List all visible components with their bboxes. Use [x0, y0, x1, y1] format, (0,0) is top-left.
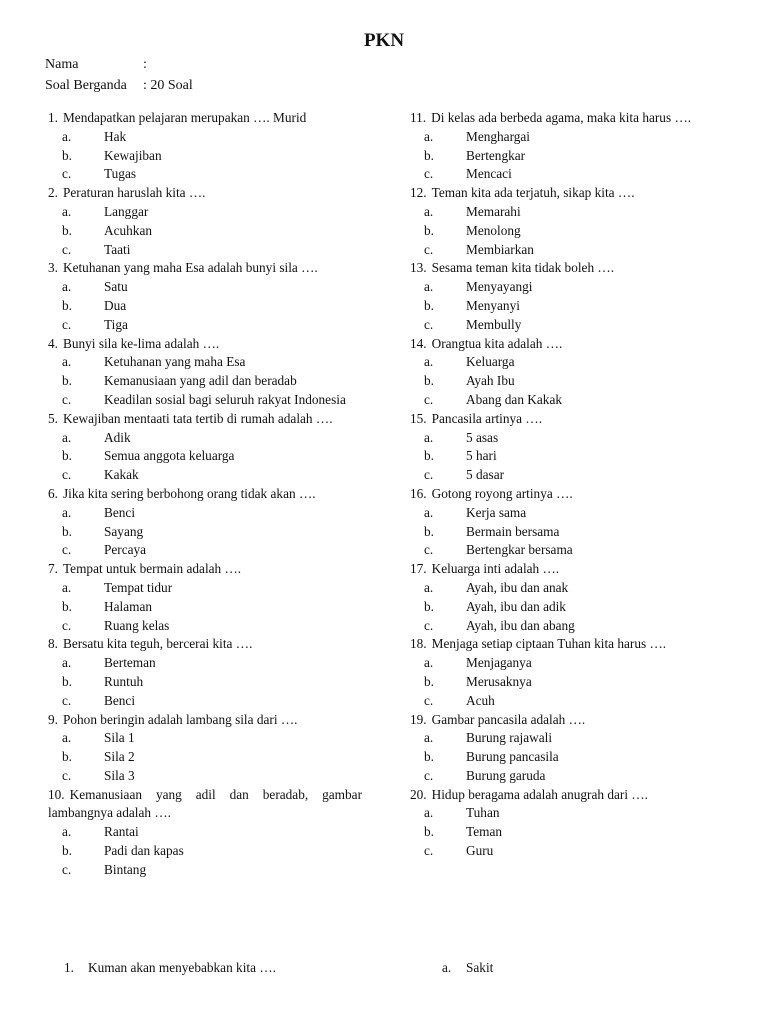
- option-letter: c.: [424, 843, 434, 859]
- question-row: [410, 711, 730, 730]
- option-letter: c.: [424, 542, 434, 558]
- option-letter: b.: [62, 749, 72, 765]
- option-text: Padi dan kapas: [104, 843, 184, 859]
- option-text: Satu: [104, 279, 128, 295]
- option-text: Menyayangi: [466, 279, 533, 295]
- question-number: 18.: [410, 636, 427, 652]
- question-number: 3.: [48, 260, 58, 276]
- option-letter: a.: [62, 579, 72, 595]
- question-text: Jika kita sering berbohong orang tidak akan ….: [62, 485, 316, 501]
- option-row: [410, 147, 730, 166]
- question-text-continued: lambangnya adalah ….: [48, 805, 171, 821]
- type-row: [45, 78, 193, 94]
- question-block: [48, 259, 362, 334]
- option-text: Tuhan: [466, 805, 500, 821]
- option-text: Burung pancasila: [466, 749, 559, 765]
- option-row: [48, 203, 362, 222]
- option-row: [48, 729, 362, 748]
- option-text: Runtuh: [104, 673, 144, 689]
- option-text: Taati: [104, 241, 131, 257]
- option-letter: c.: [424, 692, 434, 708]
- option-text: Guru: [466, 843, 494, 859]
- question-number: 20.: [410, 786, 427, 802]
- question-text: Menjaga setiap ciptaan Tuhan kita harus ….: [431, 636, 667, 652]
- question-block: [48, 711, 362, 786]
- option-letter: c.: [424, 241, 434, 257]
- question-block: [410, 259, 730, 334]
- question-number: 2.: [48, 185, 58, 201]
- option-text: Mencaci: [466, 166, 512, 182]
- type-label: Soal Berganda: [45, 78, 127, 93]
- option-letter: b.: [424, 824, 434, 840]
- question-number: 16.: [410, 485, 427, 501]
- option-text: Membiarkan: [466, 241, 534, 257]
- option-text: Abang dan Kakak: [466, 391, 562, 407]
- question-block: [410, 184, 730, 259]
- option-row: [410, 165, 730, 184]
- question-number: 11.: [410, 110, 427, 125]
- option-letter: c.: [424, 767, 434, 783]
- option-text: Bintang: [104, 861, 147, 877]
- option-row: [48, 523, 362, 542]
- question-block: [410, 635, 730, 710]
- question-block: [48, 485, 362, 560]
- option-letter: a.: [424, 579, 434, 595]
- option-text: Kewajiban: [104, 147, 162, 163]
- question-number: 10.: [48, 786, 65, 802]
- question-text: Pohon beringin adalah lambang sila dari ….: [62, 711, 298, 727]
- question-row: [48, 711, 362, 730]
- option-row: [48, 241, 362, 260]
- option-letter: a.: [424, 203, 434, 219]
- option-letter: c.: [424, 166, 434, 182]
- question-number: 7.: [48, 561, 58, 577]
- option-letter: c.: [424, 617, 434, 633]
- option-text: Semua anggota keluarga: [104, 448, 235, 464]
- question-number: 4.: [48, 335, 58, 351]
- option-text: Benci: [104, 504, 136, 520]
- option-letter: a.: [424, 354, 434, 370]
- question-text: Kemanusiaan yang adil dan beradab, gambar: [69, 786, 362, 802]
- name-label: Nama: [45, 57, 79, 72]
- option-letter: b.: [62, 843, 72, 859]
- option-row: [410, 297, 730, 316]
- option-row: [410, 391, 730, 410]
- option-letter: c.: [62, 542, 72, 558]
- option-row: [48, 372, 362, 391]
- question-text: Gambar pancasila adalah ….: [431, 711, 586, 727]
- option-text: Kerja sama: [466, 504, 527, 520]
- option-row: [410, 767, 730, 786]
- question-row: [48, 560, 362, 579]
- option-row: [410, 128, 730, 147]
- question-text: Kuman akan menyebabkan kita ….: [88, 960, 276, 975]
- option-text: Rantai: [104, 824, 139, 840]
- bottom-question: [64, 960, 276, 976]
- question-block: [410, 335, 730, 410]
- option-row: [410, 654, 730, 673]
- question-number: 1.: [48, 110, 58, 125]
- option-row: [410, 429, 730, 448]
- question-block: [410, 485, 730, 560]
- question-text: Kewajiban mentaati tata tertib di rumah adalah ….: [62, 410, 333, 426]
- option-text: Memarahi: [466, 203, 521, 219]
- option-row: [48, 767, 362, 786]
- option-row: [410, 541, 730, 560]
- option-text: Ayah, ibu dan anak: [466, 579, 569, 595]
- option-letter: a.: [424, 655, 434, 671]
- option-row: [410, 278, 730, 297]
- option-text: Dua: [104, 297, 127, 313]
- option-text: Ruang kelas: [104, 617, 170, 633]
- option-letter: c.: [62, 861, 72, 877]
- question-text: Pancasila artinya ….: [431, 410, 543, 426]
- option-letter: a.: [424, 504, 434, 520]
- question-text: Mendapatkan pelajaran merupakan …. Murid: [62, 110, 307, 125]
- option-text: 5 hari: [466, 448, 497, 464]
- question-text: Di kelas ada berbeda agama, maka kita harus ….: [431, 110, 692, 125]
- question-text: Keluarga inti adalah ….: [431, 561, 560, 577]
- option-letter: b.: [424, 598, 434, 614]
- question-text: Bersatu kita teguh, bercerai kita ….: [62, 636, 253, 652]
- option-text: Burung garuda: [466, 767, 546, 783]
- question-block: [410, 711, 730, 786]
- option-row: [48, 147, 362, 166]
- option-letter: b.: [62, 523, 72, 539]
- option-row: [48, 654, 362, 673]
- bottom-option: [442, 960, 493, 976]
- option-row: [410, 222, 730, 241]
- option-letter: a.: [424, 730, 434, 746]
- option-letter: c.: [62, 467, 72, 483]
- option-text: Merusaknya: [466, 673, 532, 689]
- option-letter: b.: [424, 523, 434, 539]
- option-text: Berteman: [104, 655, 156, 671]
- option-row: [48, 278, 362, 297]
- option-letter: b.: [424, 297, 434, 313]
- option-text: Menghargai: [466, 128, 531, 144]
- question-number: 6.: [48, 485, 58, 501]
- option-letter: b.: [62, 448, 72, 464]
- option-row: [410, 504, 730, 523]
- option-letter: c.: [62, 692, 72, 708]
- option-row: [410, 673, 730, 692]
- option-letter: b.: [62, 297, 72, 313]
- question-text: Tempat untuk bermain adalah ….: [62, 561, 242, 577]
- option-letter: a.: [424, 805, 434, 821]
- option-row: [48, 391, 362, 410]
- option-text: Kakak: [104, 467, 139, 483]
- question-text: Sesama teman kita tidak boleh ….: [431, 260, 615, 276]
- option-text: Kemanusiaan yang adil dan beradab: [104, 373, 297, 389]
- option-row: [48, 128, 362, 147]
- question-number: 12.: [410, 185, 427, 201]
- option-row: [410, 241, 730, 260]
- option-letter: b.: [424, 373, 434, 389]
- option-row: [48, 541, 362, 560]
- option-letter: a.: [424, 429, 434, 445]
- option-text: Menolong: [466, 222, 521, 238]
- option-letter: b.: [62, 147, 72, 163]
- question-text: Peraturan haruslah kita ….: [62, 185, 206, 201]
- option-text: Adik: [104, 429, 131, 445]
- option-letter: a.: [424, 279, 434, 295]
- option-row: [410, 203, 730, 222]
- option-text: Keadilan sosial bagi seluruh rakyat Indonesia: [104, 391, 346, 407]
- question-row: [410, 560, 730, 579]
- question-block: [48, 335, 362, 410]
- option-row: [48, 466, 362, 485]
- option-row: [48, 297, 362, 316]
- option-text: Bertengkar: [466, 147, 526, 163]
- question-text: Gotong royong artinya ….: [431, 485, 573, 501]
- option-text: Benci: [104, 692, 136, 708]
- option-row: [48, 823, 362, 842]
- question-row: [48, 184, 362, 203]
- option-row: [48, 447, 362, 466]
- option-row: [48, 316, 362, 335]
- question-row: [410, 259, 730, 278]
- option-letter: c.: [62, 241, 72, 257]
- type-value: : 20 Soal: [143, 78, 193, 93]
- option-text: Sayang: [104, 523, 144, 539]
- option-letter: b.: [424, 448, 434, 464]
- option-letter: a.: [62, 504, 72, 520]
- question-row: [410, 635, 730, 654]
- option-letter: a.: [442, 960, 452, 975]
- question-column-left: [48, 109, 362, 880]
- option-row: [410, 598, 730, 617]
- question-number: 9.: [48, 711, 58, 727]
- option-letter: a.: [62, 354, 72, 370]
- option-text: Bertengkar bersama: [466, 542, 573, 558]
- option-letter: b.: [62, 598, 72, 614]
- question-row: [48, 335, 362, 354]
- question-block: [48, 635, 362, 710]
- option-letter: c.: [424, 391, 434, 407]
- question-row: [48, 635, 362, 654]
- option-letter: b.: [62, 373, 72, 389]
- question-block: [48, 184, 362, 259]
- question-text: Teman kita ada terjatuh, sikap kita ….: [431, 185, 635, 201]
- option-row: [48, 598, 362, 617]
- option-row: [410, 748, 730, 767]
- option-row: [410, 447, 730, 466]
- question-row: [48, 109, 362, 128]
- option-text: 5 dasar: [466, 467, 505, 483]
- option-text: Keluarga: [466, 354, 515, 370]
- option-row: [410, 842, 730, 861]
- question-number: 17.: [410, 561, 427, 577]
- option-text: Halaman: [104, 598, 152, 614]
- option-row: [410, 617, 730, 636]
- option-text: Acuh: [466, 692, 495, 708]
- option-row: [48, 861, 362, 880]
- option-letter: a.: [62, 824, 72, 840]
- option-letter: a.: [62, 203, 72, 219]
- question-text: Ketuhanan yang maha Esa adalah bunyi sila ….: [62, 260, 318, 276]
- option-row: [48, 692, 362, 711]
- question-text: Hidup beragama adalah anugrah dari ….: [431, 786, 648, 802]
- option-letter: b.: [62, 222, 72, 238]
- question-number: 8.: [48, 636, 58, 652]
- page-title: PKN: [363, 30, 405, 51]
- option-row: [410, 523, 730, 542]
- option-row: [410, 353, 730, 372]
- option-letter: c.: [62, 316, 72, 332]
- option-letter: a.: [424, 128, 434, 144]
- question-row: [48, 259, 362, 278]
- question-block: [410, 410, 730, 485]
- question-block: [410, 560, 730, 635]
- option-text: 5 asas: [466, 429, 499, 445]
- question-number: 5.: [48, 410, 58, 426]
- option-text: Teman: [466, 824, 502, 840]
- option-text: Bermain bersama: [466, 523, 560, 539]
- name-separator: :: [143, 57, 147, 72]
- question-block: [410, 786, 730, 861]
- question-row: [48, 485, 362, 504]
- question-number: 19.: [410, 711, 427, 727]
- option-row: [48, 579, 362, 598]
- question-column-right: [410, 109, 730, 861]
- option-row: [48, 748, 362, 767]
- option-letter: b.: [424, 673, 434, 689]
- question-block: [410, 109, 730, 184]
- option-letter: c.: [62, 391, 72, 407]
- question-number: 14.: [410, 335, 427, 351]
- option-letter: b.: [62, 673, 72, 689]
- option-text: Ayah, ibu dan adik: [466, 598, 566, 614]
- option-letter: a.: [62, 730, 72, 746]
- option-text: Sila 2: [104, 749, 135, 765]
- option-text: Ayah Ibu: [466, 373, 515, 389]
- option-text: Langgar: [104, 203, 149, 219]
- option-row: [48, 673, 362, 692]
- option-text: Membully: [466, 316, 522, 332]
- option-text: Tugas: [104, 166, 137, 182]
- option-row: [48, 222, 362, 241]
- question-row: [410, 410, 730, 429]
- option-letter: b.: [424, 222, 434, 238]
- option-row: [410, 579, 730, 598]
- name-row: [45, 57, 147, 73]
- option-text: Percaya: [104, 542, 147, 558]
- option-row: [48, 842, 362, 861]
- option-row: [48, 353, 362, 372]
- question-row: [48, 410, 362, 429]
- question-row: [410, 184, 730, 203]
- option-letter: c.: [424, 316, 434, 332]
- option-letter: a.: [62, 429, 72, 445]
- option-text: Tempat tidur: [104, 579, 173, 595]
- option-text: Sakit: [466, 960, 494, 975]
- option-text: Burung rajawali: [466, 730, 553, 746]
- option-text: Hak: [104, 128, 127, 144]
- option-row: [410, 823, 730, 842]
- question-row: [410, 335, 730, 354]
- option-row: [410, 729, 730, 748]
- question-row: [410, 786, 730, 805]
- option-row: [410, 466, 730, 485]
- option-letter: a.: [62, 655, 72, 671]
- question-number: 15.: [410, 410, 427, 426]
- question-block: [48, 109, 362, 184]
- option-text: Acuhkan: [104, 222, 152, 238]
- option-row: [410, 372, 730, 391]
- option-row: [48, 504, 362, 523]
- option-letter: c.: [62, 166, 72, 182]
- question-row: [410, 485, 730, 504]
- option-letter: c.: [62, 617, 72, 633]
- question-block: [48, 560, 362, 635]
- option-text: Tiga: [104, 316, 128, 332]
- option-text: Ayah, ibu dan abang: [466, 617, 575, 633]
- question-number: 1.: [64, 960, 74, 975]
- question-number: 13.: [410, 260, 427, 276]
- option-text: Sila 1: [104, 730, 135, 746]
- option-letter: c.: [424, 467, 434, 483]
- option-row: [410, 692, 730, 711]
- option-text: Menjaganya: [466, 655, 532, 671]
- question-block: [48, 410, 362, 485]
- option-row: [410, 804, 730, 823]
- option-text: Menyanyi: [466, 297, 520, 313]
- question-row: [410, 109, 730, 128]
- question-block: [48, 786, 362, 880]
- option-row: [48, 165, 362, 184]
- option-letter: b.: [424, 749, 434, 765]
- option-letter: b.: [424, 147, 434, 163]
- question-text: Bunyi sila ke-lima adalah ….: [62, 335, 220, 351]
- option-letter: a.: [62, 279, 72, 295]
- option-text: Ketuhanan yang maha Esa: [104, 354, 246, 370]
- question-text: Orangtua kita adalah ….: [431, 335, 563, 351]
- option-letter: c.: [62, 767, 72, 783]
- option-row: [48, 617, 362, 636]
- question-row: [48, 786, 362, 805]
- option-letter: a.: [62, 128, 72, 144]
- option-text: Sila 3: [104, 767, 135, 783]
- option-row: [48, 429, 362, 448]
- option-row: [410, 316, 730, 335]
